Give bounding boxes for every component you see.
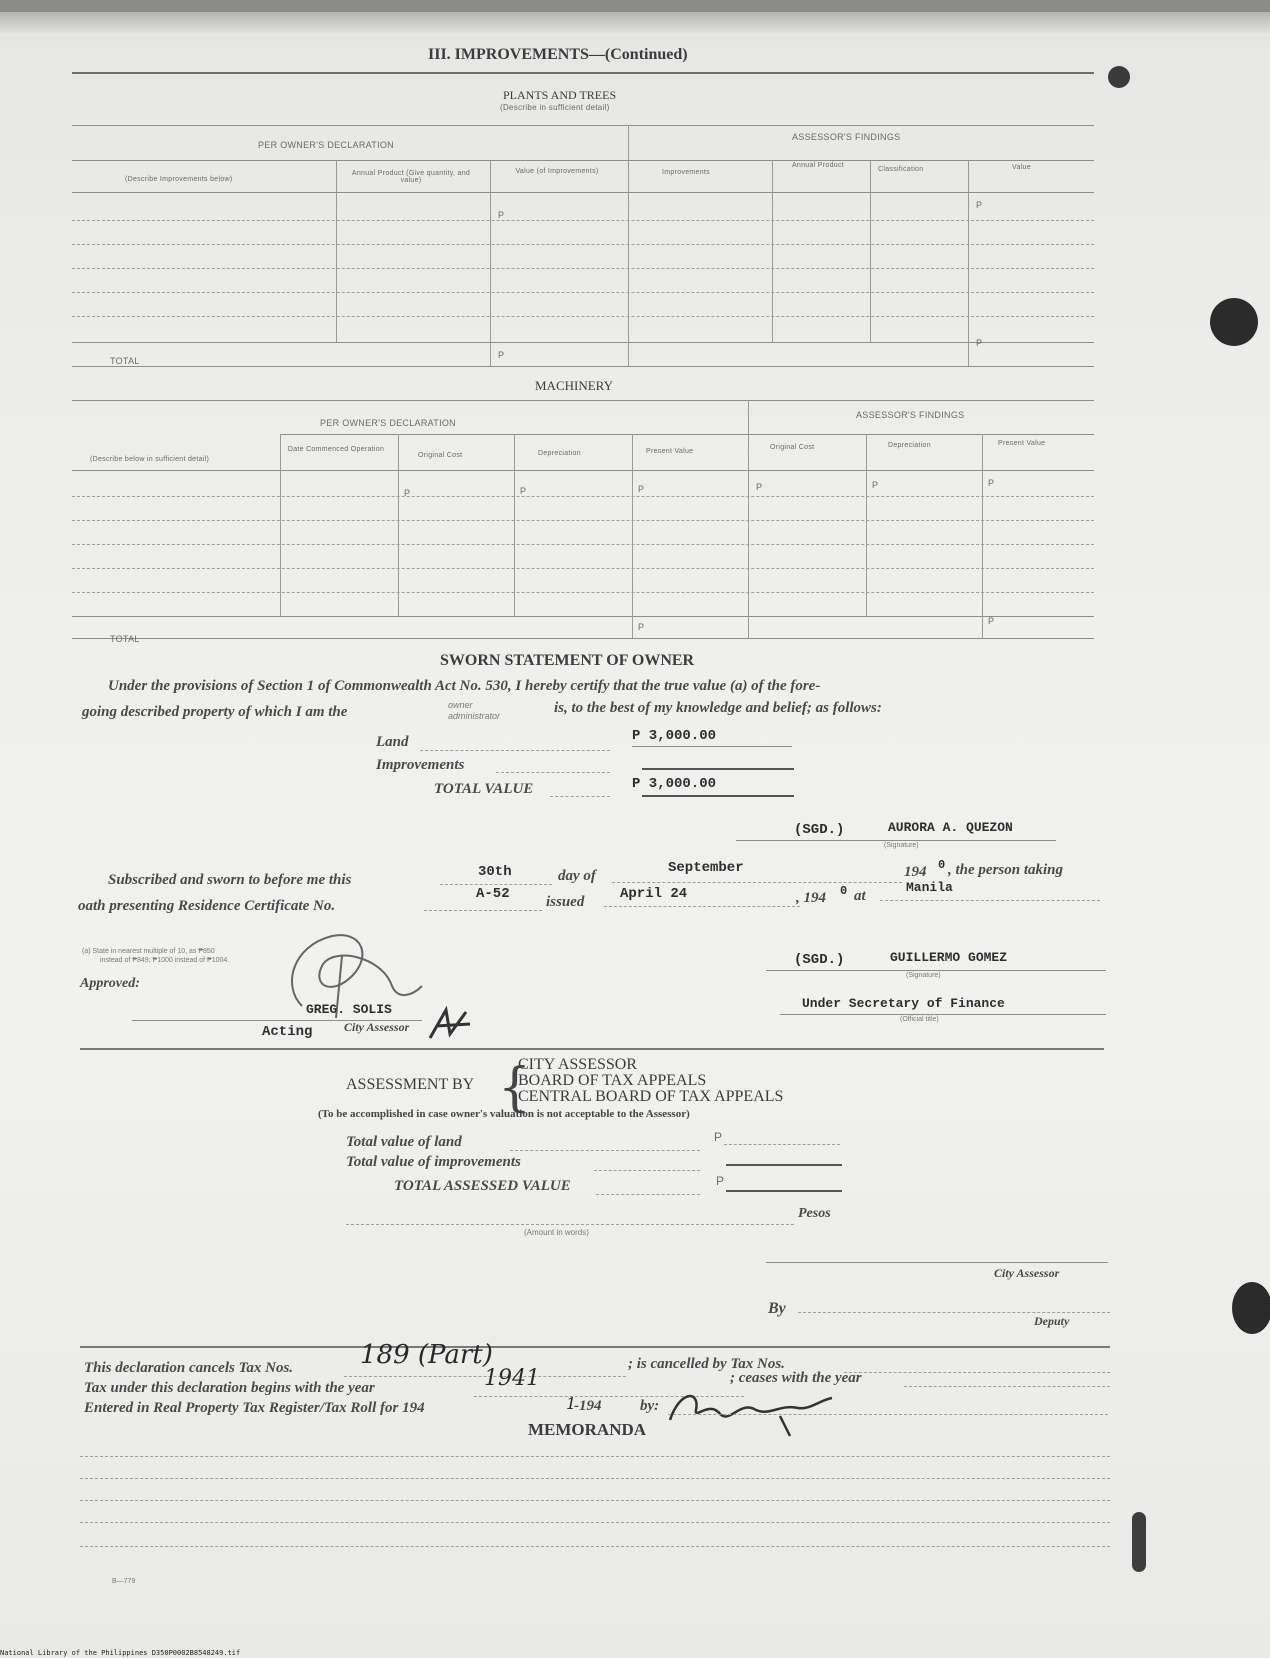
entered-by-label: by: bbox=[640, 1398, 660, 1414]
machinery-col-depreciation: Depreciation bbox=[538, 450, 581, 457]
plants-col-describe: (Describe Improvements below) bbox=[125, 176, 233, 183]
machinery-row-line bbox=[72, 496, 1094, 497]
official-title: Under Secretary of Finance bbox=[802, 996, 1005, 1011]
plants-total-label: TOTAL bbox=[110, 356, 140, 366]
assessment-total-label: TOTAL ASSESSED VALUE bbox=[394, 1178, 571, 1194]
oath-part-1: Subscribed and sworn to before me this bbox=[108, 872, 352, 888]
plants-top-rule bbox=[72, 125, 1094, 126]
plants-assessor-peso-sign: P bbox=[976, 200, 983, 210]
ceases-label: ; ceases with the year bbox=[730, 1370, 862, 1386]
oath-month: September bbox=[668, 860, 744, 876]
assessment-option-central-board: CENTRAL BOARD OF TAX APPEALS bbox=[518, 1088, 784, 1105]
assessment-note: (To be accomplished in case owner's valuation is not acceptable to the Assessor) bbox=[318, 1108, 690, 1120]
oath-year-suffix: 0 bbox=[938, 858, 946, 872]
plants-subtitle: (Describe in sufficient detail) bbox=[500, 103, 610, 112]
machinery-col-divider bbox=[866, 434, 867, 616]
punch-hole-top bbox=[1210, 298, 1258, 346]
machinery-top-rule bbox=[72, 400, 1094, 401]
plants-col-divider bbox=[628, 125, 629, 366]
binding-mark-top bbox=[1108, 66, 1130, 88]
machinery-row-line bbox=[72, 520, 1094, 521]
plants-col-annual-product: Annual Product (Give quantity, and value) bbox=[351, 170, 471, 184]
owner-signature-line bbox=[736, 840, 1056, 841]
oath-month-line bbox=[612, 882, 902, 883]
official-signature-caption: (Signature) bbox=[906, 972, 941, 979]
begins-value: 1941 bbox=[484, 1366, 540, 1391]
footnote-line-1: (a) State in nearest multiple of 10, as ₱850 bbox=[82, 948, 215, 955]
machinery-peso-sign: P bbox=[638, 484, 645, 494]
ceases-line bbox=[904, 1386, 1110, 1387]
owner-name: AURORA A. QUEZON bbox=[888, 820, 1013, 835]
assessment-improvements-line bbox=[726, 1164, 842, 1166]
machinery-col-divider bbox=[982, 434, 983, 638]
machinery-col-present-value-assessor: Present Value bbox=[998, 440, 1046, 447]
deputy-label: Deputy bbox=[1034, 1314, 1070, 1328]
sworn-land-value: P 3,000.00 bbox=[632, 728, 717, 744]
assessment-land-value-line bbox=[724, 1144, 840, 1145]
machinery-peso-sign: P bbox=[756, 482, 763, 492]
oath-part-2: day of bbox=[558, 868, 596, 884]
oath-cert-no: A-52 bbox=[476, 886, 510, 902]
sworn-line-2a: going described property of which I am the bbox=[82, 704, 348, 720]
sworn-improvements-dots bbox=[496, 772, 610, 773]
machinery-col-divider bbox=[748, 400, 749, 638]
plants-col-classification: Classification bbox=[878, 166, 924, 173]
assessment-improvements-dots bbox=[594, 1170, 700, 1171]
section-rule bbox=[72, 72, 1094, 74]
plants-header-rule bbox=[72, 192, 1094, 193]
footer-caption: National Library of the Philippines D350P0002B8548249.tif bbox=[0, 1649, 241, 1657]
form-number: B—779 bbox=[112, 1578, 136, 1585]
entered-year-to: -194 bbox=[574, 1398, 602, 1414]
machinery-bottom-rule bbox=[72, 638, 1094, 639]
machinery-peso-sign: P bbox=[988, 478, 995, 488]
owner-signature-caption: (Signature) bbox=[884, 842, 919, 849]
official-signature-line bbox=[766, 970, 1106, 971]
cancelled-by-line bbox=[844, 1372, 1110, 1373]
oath-part-4: oath presenting Residence Certificate No. bbox=[78, 898, 336, 914]
machinery-header-rule bbox=[72, 470, 1094, 471]
oath-cert-line bbox=[424, 910, 542, 911]
official-name: GUILLERMO GOMEZ bbox=[890, 950, 1008, 965]
official-title-caption: (Official title) bbox=[900, 1016, 939, 1023]
sworn-land-label: Land bbox=[376, 734, 409, 750]
plants-row-line bbox=[72, 268, 1094, 269]
machinery-row-line bbox=[72, 544, 1094, 545]
scan-top-gradient bbox=[0, 12, 1270, 34]
sworn-total-value: P 3,000.00 bbox=[632, 776, 717, 792]
city-assessor-line bbox=[766, 1262, 1108, 1263]
machinery-col-describe: (Describe below in sufficient detail) bbox=[90, 456, 210, 463]
approved-name: GREG. SOLIS bbox=[306, 1002, 392, 1017]
begins-label: Tax under this declaration begins with the year bbox=[84, 1380, 375, 1396]
machinery-row-line bbox=[72, 568, 1094, 569]
assessment-land-dots bbox=[510, 1150, 700, 1151]
machinery-total-rule bbox=[72, 616, 1094, 617]
machinery-peso-sign: P bbox=[872, 480, 879, 490]
machinery-col-divider bbox=[632, 434, 633, 638]
plants-total-rule bbox=[72, 342, 1094, 343]
entered-year-value: 1 bbox=[566, 1394, 577, 1413]
assessment-by-label: ASSESSMENT BY bbox=[346, 1076, 475, 1093]
machinery-title: MACHINERY bbox=[535, 378, 614, 393]
assessment-total-value-line bbox=[726, 1190, 842, 1192]
assessment-improvements-label: Total value of improvements bbox=[346, 1154, 521, 1170]
sworn-brace-administrator: administrator bbox=[448, 711, 501, 721]
approver-initials bbox=[426, 1004, 474, 1044]
cancels-label: This declaration cancels Tax Nos. bbox=[84, 1360, 294, 1376]
machinery-peso-sign: P bbox=[520, 486, 527, 496]
oath-issued-date: April 24 bbox=[620, 886, 688, 902]
entered-label: Entered in Real Property Tax Register/Tax Roll for 194 bbox=[84, 1400, 425, 1416]
machinery-peso-sign: P bbox=[404, 488, 411, 498]
oath-place: Manila bbox=[906, 880, 953, 895]
plants-col-divider bbox=[336, 160, 337, 342]
plants-row-line bbox=[72, 292, 1094, 293]
official-sgd: (SGD.) bbox=[794, 952, 845, 968]
machinery-col-depreciation-assessor: Depreciation bbox=[888, 442, 931, 449]
section-title: III. IMPROVEMENTS—(Continued) bbox=[428, 46, 688, 63]
oath-year2-prefix: , 194 bbox=[796, 890, 826, 906]
plants-col-divider bbox=[772, 160, 773, 342]
plants-assessor-header: ASSESSOR'S FINDINGS bbox=[792, 132, 901, 142]
approved-acting: Acting bbox=[262, 1024, 313, 1040]
sworn-improvements-label: Improvements bbox=[376, 757, 465, 773]
machinery-col-divider bbox=[514, 434, 515, 616]
scan-top-shadow bbox=[0, 0, 1270, 12]
oath-day-line bbox=[440, 884, 552, 885]
plants-peso-sign: P bbox=[498, 210, 505, 220]
plants-col-value-assessor: Value bbox=[1012, 164, 1031, 171]
plants-row-line bbox=[72, 244, 1094, 245]
oath-day: 30th bbox=[478, 864, 512, 880]
machinery-assessor-header: ASSESSOR'S FINDINGS bbox=[856, 410, 965, 420]
section-divider bbox=[80, 1048, 1104, 1050]
sworn-improvements-line bbox=[642, 768, 794, 770]
assessment-pesos-label: Pesos bbox=[798, 1206, 831, 1221]
oath-part-6: at bbox=[854, 888, 866, 904]
oath-place-line bbox=[880, 900, 1100, 901]
machinery-col-divider bbox=[280, 434, 281, 616]
handwritten-signature-register bbox=[660, 1380, 840, 1440]
sworn-total-label: TOTAL VALUE bbox=[434, 781, 534, 797]
machinery-assessor-total-peso-sign: P bbox=[988, 616, 995, 626]
cancels-value: 189 (Part) bbox=[360, 1340, 493, 1370]
plants-assessor-total-peso-sign: P bbox=[976, 338, 983, 348]
machinery-sub-rule bbox=[280, 434, 1094, 435]
memoranda-line bbox=[80, 1546, 1110, 1547]
machinery-owner-header: PER OWNER'S DECLARATION bbox=[320, 418, 456, 428]
plants-row-line bbox=[72, 316, 1094, 317]
punch-hole-bottom bbox=[1232, 1282, 1270, 1334]
cancelled-by-label: ; is cancelled by Tax Nos. bbox=[628, 1356, 785, 1372]
oath-year-prefix: 194 bbox=[904, 864, 927, 880]
machinery-col-date-commenced: Date Commenced Operation bbox=[287, 446, 385, 453]
machinery-col-divider bbox=[398, 434, 399, 616]
by-label: By bbox=[768, 1300, 786, 1317]
plants-title: PLANTS AND TREES bbox=[503, 88, 617, 102]
official-title-line bbox=[780, 1014, 1106, 1015]
plants-bottom-rule bbox=[72, 366, 1094, 367]
approved-title: City Assessor bbox=[344, 1020, 410, 1034]
memoranda-title: MEMORANDA bbox=[528, 1420, 647, 1439]
sworn-line-1: Under the provisions of Section 1 of Commonwealth Act No. 530, I hereby certify that the true value (a) of the fore- bbox=[108, 678, 821, 694]
plants-col-improvements: Improvements bbox=[662, 169, 710, 176]
assessment-option-city-assessor: CITY ASSESSOR bbox=[518, 1056, 637, 1073]
sworn-total-value-line bbox=[642, 795, 794, 797]
machinery-col-original-cost: Original Cost bbox=[418, 452, 463, 459]
plants-sub-rule bbox=[72, 160, 1094, 161]
plants-col-divider bbox=[490, 160, 491, 366]
assessment-words-line bbox=[346, 1224, 794, 1225]
sworn-land-value-line bbox=[632, 746, 792, 747]
sworn-total-dots bbox=[550, 796, 610, 797]
machinery-total-label: TOTAL bbox=[110, 634, 140, 644]
sworn-land-dots bbox=[420, 750, 610, 751]
plants-col-divider bbox=[870, 160, 871, 342]
sworn-title: SWORN STATEMENT OF OWNER bbox=[440, 652, 695, 669]
assessment-words-caption: (Amount in words) bbox=[524, 1228, 589, 1237]
oath-issued-line bbox=[604, 906, 800, 907]
oath-part-5: issued bbox=[546, 894, 585, 910]
oath-part-3: , the person taking bbox=[948, 862, 1064, 878]
memoranda-line bbox=[80, 1478, 1110, 1479]
machinery-col-original-cost-assessor: Original Cost bbox=[770, 444, 815, 451]
section-divider-2 bbox=[80, 1346, 1110, 1348]
machinery-row-line bbox=[72, 592, 1094, 593]
plants-row-line bbox=[72, 220, 1094, 221]
plants-owner-header: PER OWNER'S DECLARATION bbox=[258, 140, 394, 150]
plants-col-divider bbox=[968, 160, 969, 366]
machinery-col-present-value: Present Value bbox=[646, 448, 694, 455]
assessment-total-peso: P bbox=[716, 1174, 725, 1188]
plants-col-annual-product-assessor: Annual Product bbox=[791, 162, 845, 169]
footnote-line-2: instead of ₱849; ₱1000 instead of ₱1004. bbox=[100, 957, 230, 964]
assessment-option-board-tax-appeals: BOARD OF TAX APPEALS bbox=[518, 1072, 707, 1089]
memoranda-line bbox=[80, 1522, 1110, 1523]
assessment-brace: { bbox=[498, 1058, 532, 1118]
sworn-brace-owner: owner bbox=[448, 700, 473, 710]
plants-total-peso-sign: P bbox=[498, 350, 505, 360]
assessment-land-peso: P bbox=[714, 1130, 723, 1144]
plants-col-value: Value (of Improvements) bbox=[515, 168, 599, 175]
deputy-line bbox=[798, 1312, 1110, 1313]
owner-sgd: (SGD.) bbox=[794, 822, 845, 838]
city-assessor-label: City Assessor bbox=[994, 1266, 1060, 1280]
approved-label: Approved: bbox=[80, 976, 140, 991]
entered-by-line bbox=[668, 1414, 1108, 1415]
sworn-line-2b: is, to the best of my knowledge and belief; as follows: bbox=[554, 700, 882, 716]
assessment-total-dots bbox=[596, 1194, 700, 1195]
machinery-total-peso-sign: P bbox=[638, 622, 645, 632]
memoranda-line bbox=[80, 1500, 1110, 1501]
binding-mark-bottom bbox=[1132, 1512, 1146, 1572]
memoranda-line bbox=[80, 1456, 1110, 1457]
assessment-land-label: Total value of land bbox=[346, 1134, 462, 1150]
oath-year2-suffix: 0 bbox=[840, 884, 848, 898]
